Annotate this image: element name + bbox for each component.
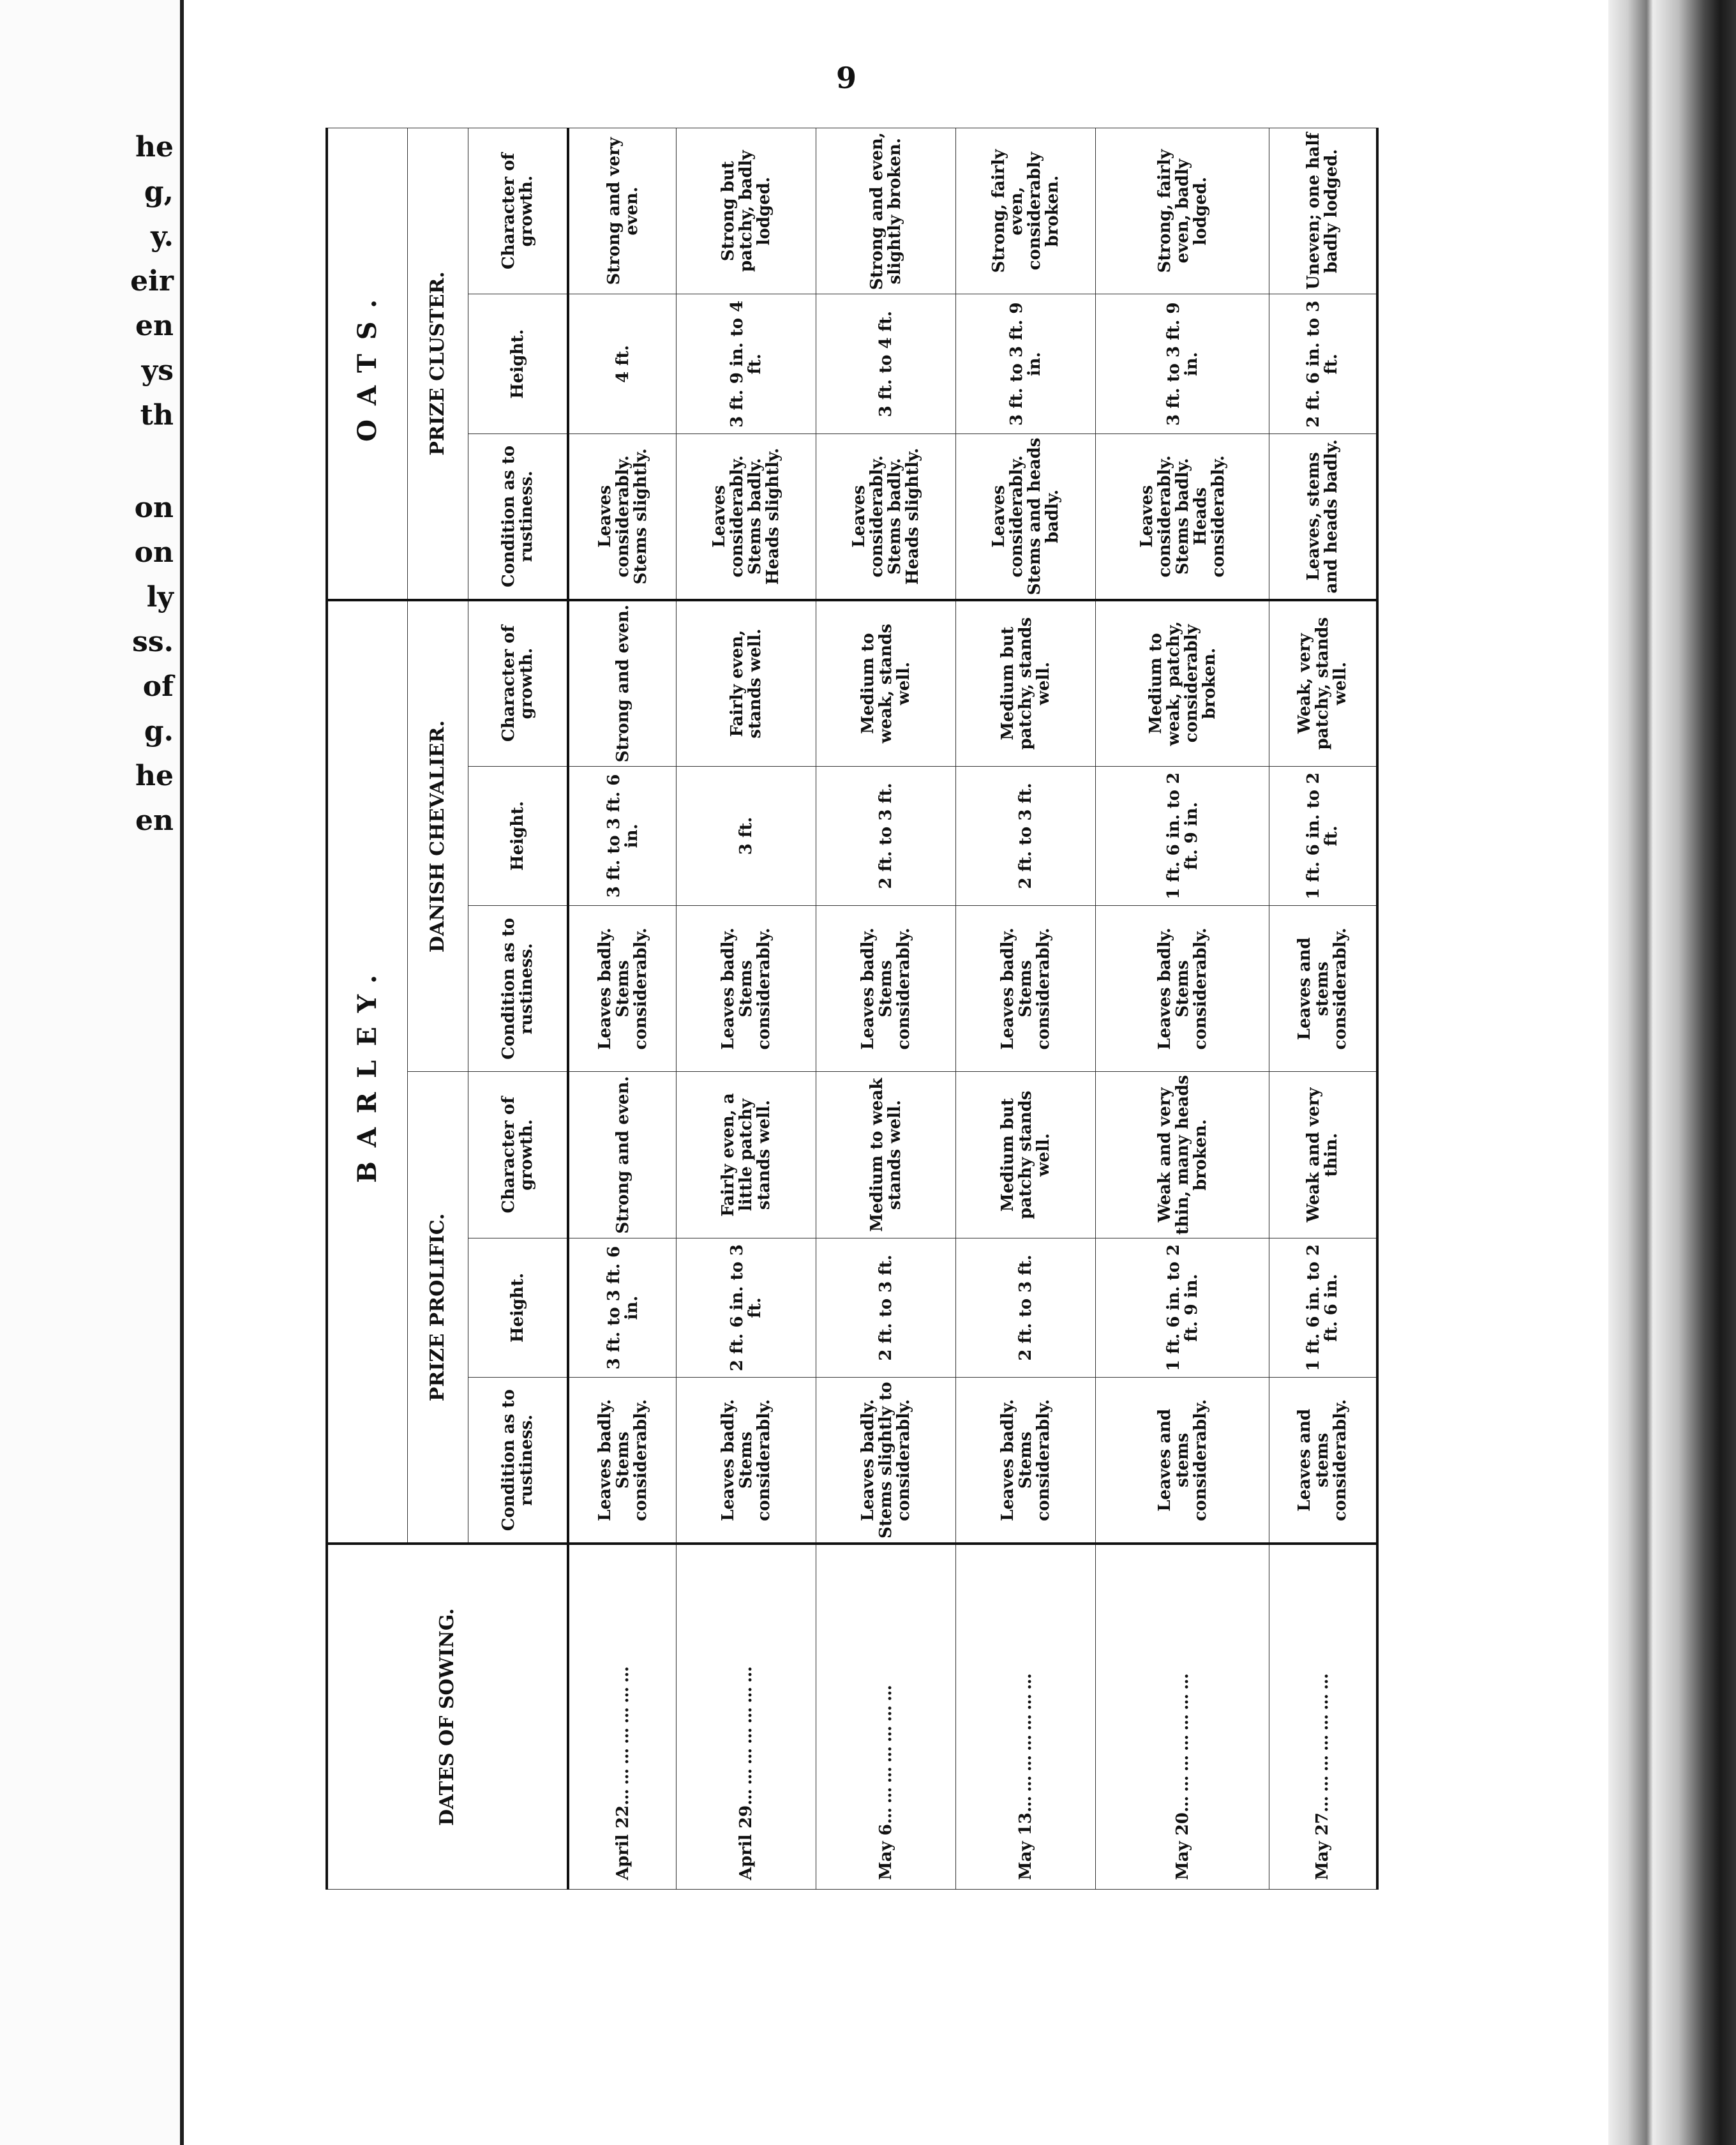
facing-page-fragment: y. <box>151 220 174 253</box>
sowing-date-label: May 27 <box>1313 1812 1333 1880</box>
facing-page-fragment: ss. <box>132 626 174 658</box>
danish-chevalier-character-cell: Medium but patchy, stands well. <box>956 600 1096 766</box>
prize-cluster-height-cell: 3 ft. to 4 ft. <box>816 294 956 434</box>
facing-page-fragment: of <box>142 670 174 703</box>
prize-prolific-height-cell: 2 ft. to 3 ft. <box>816 1238 956 1378</box>
prize-cluster-condition-cell: Leaves considerably. Stems and heads badly. <box>956 434 1096 600</box>
sowing-date <box>956 1544 1096 1889</box>
prize-cluster-condition-cell: Leaves, stems and heads badly. <box>1269 434 1377 600</box>
sowing-date <box>816 1544 956 1889</box>
leader-dots: ………………… <box>613 1662 632 1805</box>
sowing-date-label: May 20 <box>1172 1812 1192 1880</box>
leader-dots: ………………… <box>1313 1669 1333 1813</box>
prize-prolific-character-cell: Fairly even, a little patchy stands well. <box>677 1072 816 1238</box>
danish-chevalier-character-cell: Weak, very patchy, stands well. <box>1269 600 1377 766</box>
leader-dots: ………………… <box>876 1681 896 1825</box>
crop-header-barley: BARLEY. <box>327 600 408 1544</box>
prize-prolific-height-cell: 1 ft. 6 in. to 2 ft. 9 in. <box>1096 1238 1269 1378</box>
prize-prolific-condition-cell: Leaves and stems considerably. <box>1096 1378 1269 1544</box>
facing-page <box>0 0 185 2145</box>
prize-prolific-condition-cell: Leaves badly. Stems slightly to considerably. <box>816 1378 956 1544</box>
prize-cluster-condition-cell: Leaves considerably. Stems slightly. <box>568 434 677 600</box>
danish-chevalier-condition-cell: Leaves badly. Stems considerably. <box>677 906 816 1072</box>
table-body <box>568 128 1377 1890</box>
column-header-condition: Condition as to rustiness. <box>468 1378 569 1544</box>
prize-prolific-height-cell: 1 ft. 6 in. to 2 ft. 6 in. <box>1269 1238 1377 1378</box>
leader-dots: ………………… <box>737 1662 756 1805</box>
prize-prolific-character-cell: Medium to weak stands well. <box>816 1072 956 1238</box>
prize-prolific-condition-cell: Leaves badly. Stems considerably. <box>677 1378 816 1544</box>
danish-chevalier-condition-cell: Leaves badly. Stems considerably. <box>816 906 956 1072</box>
facing-page-fragment: he <box>135 131 174 163</box>
table-row <box>677 128 816 1890</box>
danish-chevalier-condition-cell: Leaves badly. Stems considerably. <box>956 906 1096 1072</box>
danish-chevalier-height-cell: 2 ft. to 3 ft. <box>816 766 956 906</box>
facing-page-fragment: on <box>134 536 174 569</box>
danish-chevalier-character-cell: Medium to weak, stands well. <box>816 600 956 766</box>
facing-page-fragment: eir <box>130 265 174 297</box>
sowing-date-label: May 13 <box>1016 1812 1036 1880</box>
column-header-condition: Condition as to rustiness. <box>468 906 569 1072</box>
table-row <box>956 128 1096 1890</box>
facing-page-fragment: th <box>140 399 174 432</box>
danish-chevalier-height-cell: 3 ft. to 3 ft. 6 in. <box>568 766 677 906</box>
prize-prolific-condition-cell: Leaves and stems considerably. <box>1269 1378 1377 1544</box>
page-number: 9 <box>836 61 857 95</box>
prize-prolific-character-cell: Strong and even. <box>568 1072 677 1238</box>
prize-cluster-height-cell: 4 ft. <box>568 294 677 434</box>
facing-page-fragment: g, <box>144 176 174 208</box>
book-binding-edge <box>1608 0 1736 2145</box>
prize-prolific-character-cell: Weak and very thin, many heads broken. <box>1096 1072 1269 1238</box>
table-row <box>816 128 956 1890</box>
facing-page-fragment: en <box>135 310 174 342</box>
table-row <box>1269 128 1377 1890</box>
prize-cluster-character-cell: Strong and even, slightly broken. <box>816 128 956 294</box>
prize-cluster-character-cell: Strong but patchy, badly lodged. <box>677 128 816 294</box>
leader-dots: ………………… <box>1016 1669 1036 1813</box>
variety-header-prize-cluster: PRIZE CLUSTER. <box>408 128 468 600</box>
prize-cluster-character-cell: Strong and very even. <box>568 128 677 294</box>
prize-prolific-height-cell: 2 ft. 6 in. to 3 ft. <box>677 1238 816 1378</box>
leader-dots: ………………… <box>1172 1669 1192 1813</box>
table-row <box>568 128 677 1890</box>
facing-page-fragment: ly <box>146 581 174 613</box>
prize-cluster-height-cell: 3 ft. to 3 ft. 9 in. <box>1096 294 1269 434</box>
danish-chevalier-height-cell: 2 ft. to 3 ft. <box>956 766 1096 906</box>
column-header-character: Character of growth. <box>468 600 569 766</box>
prize-cluster-condition-cell: Leaves considerably. Stems badly. Heads slightly. <box>816 434 956 600</box>
prize-prolific-height-cell: 2 ft. to 3 ft. <box>956 1238 1096 1378</box>
prize-cluster-condition-cell: Leaves considerably. Stems badly. Heads considerably. <box>1096 434 1269 600</box>
prize-prolific-condition-cell: Leaves badly. Stems considerably. <box>956 1378 1096 1544</box>
sowing-date <box>568 1544 677 1889</box>
dates-of-sowing-header: DATES OF SOWING. <box>327 1544 568 1889</box>
prize-cluster-height-cell: 3 ft. to 3 ft. 9 in. <box>956 294 1096 434</box>
variety-header-danish-chevalier: DANISH CHEVALIER. <box>408 600 468 1072</box>
sowing-date-label: April 29 <box>737 1805 756 1880</box>
danish-chevalier-condition-cell: Leaves badly. Stems considerably. <box>1096 906 1269 1072</box>
sowing-date-label: May 6 <box>876 1824 896 1880</box>
facing-page-fragment: ys <box>141 354 174 387</box>
prize-cluster-character-cell: Uneven; one half badly lodged. <box>1269 128 1377 294</box>
column-header-height: Height. <box>468 766 569 906</box>
facing-page-fragment: he <box>135 760 174 792</box>
sowing-table-rotated <box>326 128 1379 1890</box>
danish-chevalier-height-cell: 1 ft. 6 in. to 2 ft. 9 in. <box>1096 766 1269 906</box>
danish-chevalier-condition-cell: Leaves and stems considerably. <box>1269 906 1377 1072</box>
sowing-date <box>1096 1544 1269 1889</box>
column-header-height: Height. <box>468 1238 569 1378</box>
sowing-date <box>1269 1544 1377 1889</box>
prize-cluster-condition-cell: Leaves considerably. Stems badly. Heads slightly. <box>677 434 816 600</box>
prize-cluster-character-cell: Strong, fairly even, badly lodged. <box>1096 128 1269 294</box>
sowing-date-label: April 22 <box>613 1805 632 1880</box>
facing-page-edge <box>180 0 184 2145</box>
prize-cluster-character-cell: Strong, fairly even, considerably broken. <box>956 128 1096 294</box>
prize-cluster-height-cell: 3 ft. 9 in. to 4 ft. <box>677 294 816 434</box>
prize-prolific-character-cell: Medium but patchy stands well. <box>956 1072 1096 1238</box>
danish-chevalier-height-cell: 1 ft. 6 in. to 2 ft. <box>1269 766 1377 906</box>
sowing-results-table <box>326 128 1379 1890</box>
sowing-date <box>677 1544 816 1889</box>
facing-page-fragment: en <box>135 804 174 837</box>
danish-chevalier-height-cell: 3 ft. <box>677 766 816 906</box>
rotated-table-container <box>326 128 1379 1890</box>
column-header-height: Height. <box>468 294 569 434</box>
column-header-character: Character of growth. <box>468 128 569 294</box>
prize-prolific-character-cell: Weak and very thin. <box>1269 1072 1377 1238</box>
prize-cluster-height-cell: 2 ft. 6 in. to 3 ft. <box>1269 294 1377 434</box>
prize-prolific-condition-cell: Leaves badly. Stems considerably. <box>568 1378 677 1544</box>
column-header-character: Character of growth. <box>468 1072 569 1238</box>
danish-chevalier-character-cell: Fairly even, stands well. <box>677 600 816 766</box>
variety-header-prize-prolific: PRIZE PROLIFIC. <box>408 1072 468 1544</box>
facing-page-fragment: g. <box>144 715 174 748</box>
crop-header-oats: OATS. <box>327 128 408 600</box>
column-header-condition: Condition as to rustiness. <box>468 434 569 600</box>
danish-chevalier-character-cell: Strong and even. <box>568 600 677 766</box>
danish-chevalier-character-cell: Medium to weak, patchy, considerably broken. <box>1096 600 1269 766</box>
table-row <box>1096 128 1269 1890</box>
facing-page-fragment: on <box>134 492 174 524</box>
prize-prolific-height-cell: 3 ft. to 3 ft. 6 in. <box>568 1238 677 1378</box>
danish-chevalier-condition-cell: Leaves badly. Stems considerably. <box>568 906 677 1072</box>
